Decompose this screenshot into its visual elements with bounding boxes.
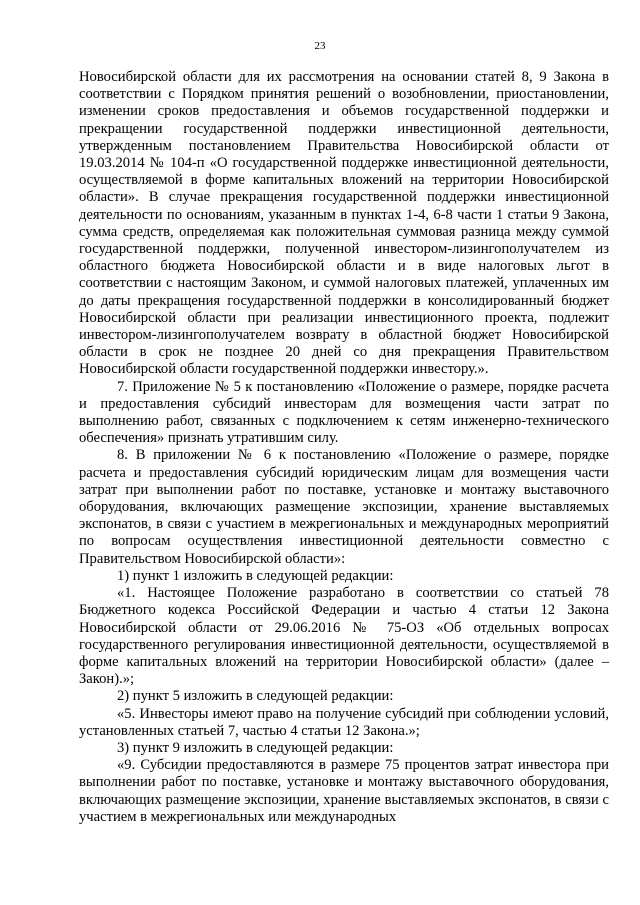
paragraph-quote-point-1: «1. Настоящее Положение разработано в соответствии со статьей 78 Бюджетного кодекса Российской Федерации и частью 4 статьи 12 Закона Новосибирской области от 29.06.2016 № 75-ОЗ «Об отдельных вопросах государственного регулирования инвестиционной деятельности, осуществляемой в форме капитальных вложений на территории Новосибирской области» (далее – Закон).»;: [79, 585, 609, 688]
page-number: 23: [314, 40, 326, 52]
paragraph-subitem-1: 1) пункт 1 изложить в следующей редакции:: [117, 567, 394, 584]
paragraph-item-7: 7. Приложение № 5 к постановлению «Положение о размере, порядке расчета и предоставления субсидий инвесторам для возмещения части затрат по выполнению работ, связанных с подключением к сетям инженерно-технического обеспечения» признать утратившим силу.: [79, 378, 609, 447]
document-body: [79, 69, 609, 826]
paragraph-continuation: Новосибирской области для их рассмотрения на основании статей 8, 9 Закона в соответствии с Порядком принятия решений о возобновлении, приостановлении, изменении сроков предоставления и объемов государственной поддержки и прекращении государственной поддержки инвестиционной деятельности, утвержденным постановлением Правительства Новосибирской области от 19.03.2014 № 104-п «О государственной поддержке инвестиционной деятельности, осуществляемой в форме капитальных вложений на территории Новосибирской области». В случае прекращения государственной поддержки инвестиционной деятельности по основаниям, указанным в пунктах 1-4, 6-8 части 1 статьи 9 Закона, сумма средств, определяемая как положительная суммовая разница между суммой государственной поддержки, полученной инвестором-лизингополучателем из областного бюджета Новосибирской области и в виде налоговых льгот в соответствии с настоящим Законом, и суммой налоговых платежей, уплаченных им до даты прекращения государственной поддержки в консолидированный бюджет Новосибирской области при реализации инвестиционного проекта, подлежит инвестором-лизингополучателем возврату в областной бюджет Новосибирской области в срок не позднее 20 дней со дня прекращения Правительством Новосибирской области государственной поддержки инвестору.».: [79, 69, 609, 378]
paragraph-quote-point-5: «5. Инвесторы имеют право на получение субсидий при соблюдении условий, установленных статьей 7, частью 4 статьи 12 Закона.»;: [79, 705, 609, 739]
paragraph-subitem-3: 3) пункт 9 изложить в следующей редакции:: [117, 739, 394, 756]
paragraph-quote-point-9: «9. Субсидии предоставляются в размере 75 процентов затрат инвестора при выполнении работ по поставке, установке и монтажу выставочного оборудования, включающих размещение экспозиции, хранение выставляемых экспонатов, в связи с участием в межрегиональных или международных: [79, 757, 609, 825]
paragraph-item-8: 8. В приложении № 6 к постановлению «Положение о размере, порядке расчета и предоставления субсидий юридическим лицам для возмещения части затрат при выполнении работ по поставке, установке и монтажу выставочного оборудования, включающих размещение экспозиции, хранение выставляемых экспонатов, в связи с участием в межрегиональных и международных мероприятий по вопросам осуществления инвестиционной деятельности совместно с Правительством Новосибирской области»:: [79, 447, 609, 567]
paragraph-subitem-2: 2) пункт 5 изложить в следующей редакции:: [117, 688, 394, 705]
